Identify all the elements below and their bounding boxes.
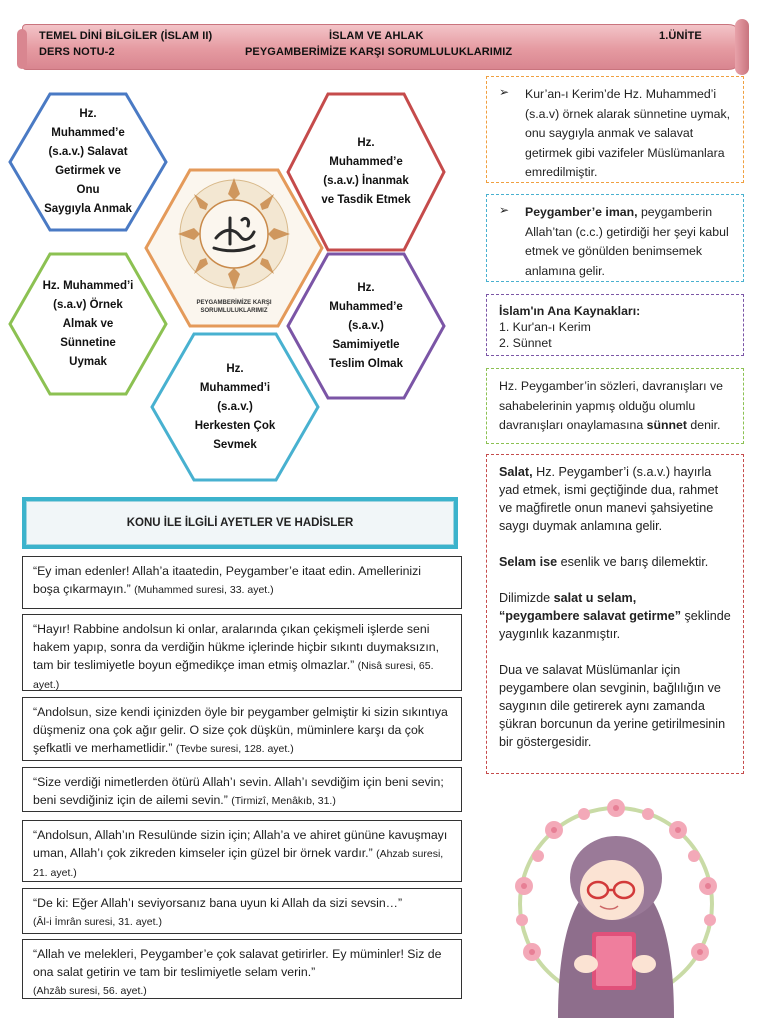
girl-with-book-illustration (488, 786, 744, 1018)
subtopic-title: PEYGAMBERİMİZE KARŞI SORUMLULUKLARIMIZ (245, 46, 513, 58)
quote-text: “Andolsun, size kendi içinizden öyle bir peygamber gelmiştir ki sizin sıkıntıya düşmeniz ona çok ağır gelir. O size çok düşkün, müminlere karşı da çok şefkatli ve merhametlidir.” (33, 705, 448, 755)
quote-source: (Ahzab suresi, 21. ayet.) (33, 848, 444, 879)
center-hexagon (144, 168, 324, 328)
quote-source: (Tirmizî, Menâkıb, 31.) (231, 795, 336, 807)
dua-salavat-text: Dua ve salavat Müslümanlar için peygambere olan sevginin, bağlılığın ve saygının dile getirerek aynı zamanda şükran borcunun da yerine getirilmesinin bir göstergesidir. (499, 663, 726, 749)
floral-wreath-girl-icon (488, 786, 744, 1018)
sunnet-def-text: Hz. Peygamber’in sözleri, davranışları ve sahabelerinin yapmış olduğu olumlu davranışları onaylamasına (499, 379, 723, 432)
unit-label: 1.ÜNİTE (659, 30, 702, 42)
info-box-sunnet-duty-text: Kur’an-ı Kerim’de Hz. Muhammed’i (s.a.v) örnek alarak sünnetine uymak, onu saygıyla anmak ve salavat getirmek gibi vazifeler Müslümanlara emredilmiştir. (525, 87, 731, 179)
selam-bold: Selam ise (499, 555, 558, 569)
header-banner (22, 24, 744, 70)
topic-title: İSLAM VE AHLAK (329, 30, 424, 42)
quote-box (22, 939, 462, 999)
section-banner-title: KONU İLE İLGİLİ AYETLER VE HADİSLER (26, 501, 454, 545)
salat-selam-bold: salat u selam, (553, 591, 637, 605)
salat-bold: Salat, (499, 465, 533, 479)
selam-text: esenlik ve barış dilemektir. (557, 555, 709, 569)
hexagon-iman-text: Hz. Muhammed’e (s.a.v.) İnanmak ve Tasdik Etmek (321, 137, 411, 206)
sunnet-def-tail: denir. (686, 418, 721, 432)
quote-box (22, 820, 462, 882)
calligraphy-medallion-icon (144, 168, 324, 328)
quote-box (22, 614, 462, 691)
quote-text: “Allah ve melekleri, Peygamber’e çok salavat getirirler. Ey müminler! Siz de ona salat getirin ve tam bir teslimiyetle selam verin.” (33, 947, 442, 979)
info-box-sunnet-duty (486, 76, 744, 183)
hexagon-teslim-text: Hz. Muhammed’e (s.a.v.) Samimiyetle Teslim Olmak (329, 281, 403, 370)
quote-box (22, 767, 462, 812)
info-box-sources (486, 294, 744, 356)
quote-box (22, 888, 462, 934)
hexagon-ornek-text: Hz. Muhammed’i (s.a.v) Örnek Almak ve Sünnetine Uymak (42, 279, 134, 368)
quote-source: (Âl-i İmrân suresi, 31. ayet.) (33, 916, 162, 928)
info-box-iman-text: peygamberin Allah’tan (c.c.) getirdiği her şeyi kabul etmek ve gönülden benimsemek anlamına gelir. (525, 205, 729, 278)
sources-title: İslam'ın Ana Kaynakları: (499, 304, 641, 318)
hexagon-sevmek-text: Hz. Muhammed’i (s.a.v.) Herkesten Çok Sevmek (194, 362, 276, 451)
sources-item-2: 2. Sünnet (499, 336, 552, 350)
info-box-iman (486, 194, 744, 282)
center-caption-1: PEYGAMBERİMİZE KARŞI (196, 300, 272, 306)
quote-source: (Ahzâb suresi, 56. ayet.) (33, 985, 147, 997)
info-box-iman-bold: Peygamber’e iman, (525, 205, 638, 219)
quote-source: (Nisâ suresi, 65. ayet.) (33, 660, 434, 691)
arrow-bullet-icon: ➢ (499, 203, 510, 217)
lesson-note-label: DERS NOTU-2 (39, 46, 115, 58)
quote-text: “Ey iman edenler! Allah’a itaatedin, Peygamber’e itaat edin. Amellerinizi boşa çıkarmayın.” (33, 564, 422, 596)
quote-box (22, 556, 462, 609)
quote-text: “Hayır! Rabbine andolsun ki onlar, aralarında çıkan çekişmeli işlerde seni hakem yapıp, sonra da verdiğin hükme içlerinde hiçbir sıkıntı duymaksızın, tam bir teslimiyetle boyun eğmedikçe iman etmiş olmazlar.” (33, 622, 439, 672)
quote-source: (Muhammed suresi, 33. ayet.) (134, 584, 274, 596)
center-caption-2: SORUMLULUKLARIMIZ (200, 308, 268, 314)
sunnet-def-bold: sünnet (646, 418, 687, 432)
sources-item-1: 1. Kur'an-ı Kerim (499, 320, 591, 334)
salavat-phrase-bold: “peygambere salavat getirme” (499, 609, 681, 623)
section-banner (22, 497, 458, 549)
salat-text: Hz. Peygamber’i (s.a.v.) hayırla yad etmek, ismi geçtiğinde dua, rahmet ve mağfiretle onun manevi şahsiyetine saygı duymak anlamına gelir. (499, 465, 719, 533)
salat-selam-intro: Dilimizde (499, 591, 554, 605)
salat-selam-tail: şeklinde yaygınlık kazanmıştır. (499, 609, 731, 641)
info-box-sunnet-def (486, 368, 744, 444)
hexagon-sevmek (150, 332, 320, 482)
quote-box (22, 697, 462, 761)
hexagon-salavat-text: Hz. Muhammed’e (s.a.v.) Salavat Getirmek ve Onu Saygıyla Anmak (44, 108, 132, 215)
quote-source: (Tevbe suresi, 128. ayet.) (175, 743, 294, 755)
info-box-salat (486, 454, 744, 774)
quote-text: “De ki: Eğer Allah’ı seviyorsanız bana uyun ki Allah da sizi sevsin…” (33, 896, 403, 910)
quote-text: “Andolsun, Allah’ın Resulünde sizin için; Allah’a ve ahiret gününe kavuşmayı uman, Allah’ı çok zikreden kimseler için güzel bir örnek vardır.” (33, 828, 448, 860)
course-title: TEMEL DİNİ BİLGİLER (İSLAM II) (39, 30, 213, 42)
quote-text: “Size verdiği nimetlerden ötürü Allah’ı sevin. Allah’ı sevdiğim için beni sevin; beni sevdiğiniz için de ailemi sevin.” (33, 775, 444, 807)
arrow-bullet-icon: ➢ (499, 85, 510, 99)
